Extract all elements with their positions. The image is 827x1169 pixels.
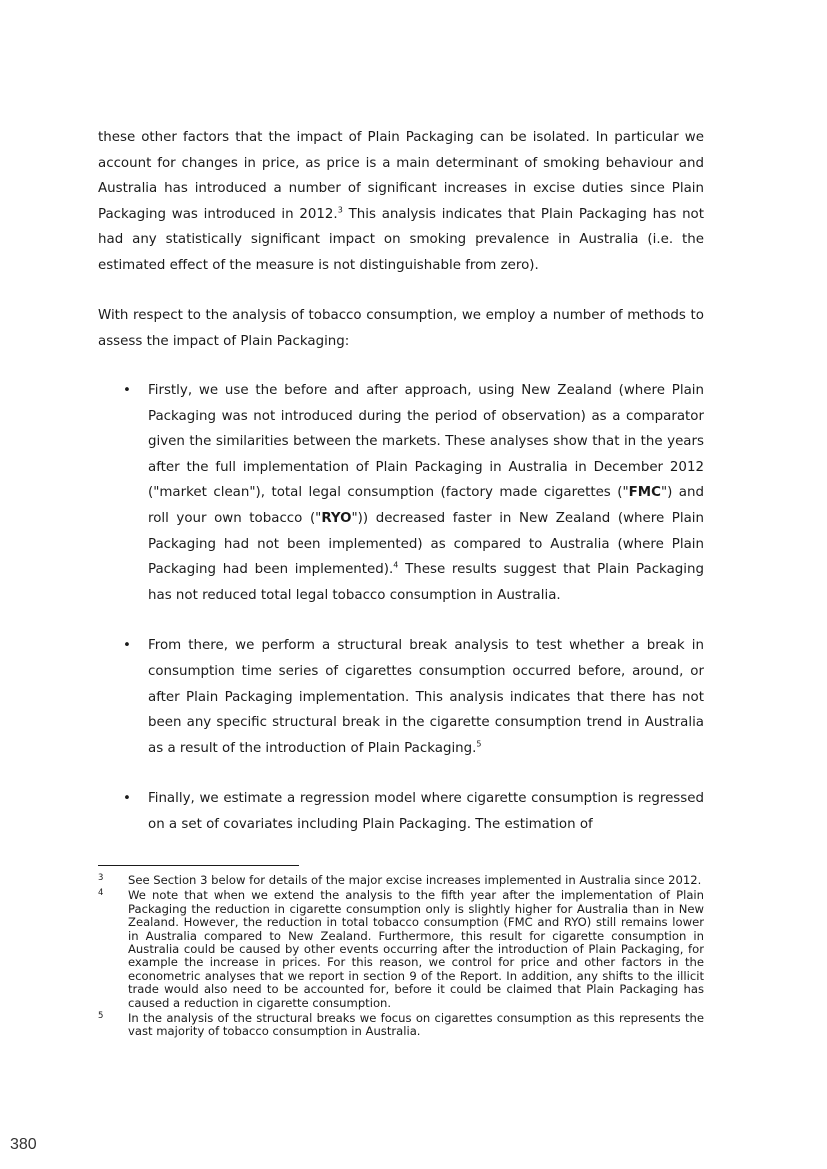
footnote-separator <box>98 865 299 866</box>
paragraph-price-analysis <box>98 125 704 279</box>
footnotes <box>98 874 704 1041</box>
list-item-before-after <box>98 378 704 608</box>
footnote-ref-4[interactable]: 4 <box>393 560 399 570</box>
footnote-4 <box>98 889 704 1010</box>
footnote-ref-5[interactable]: 5 <box>476 739 482 749</box>
bullet-text: Finally, we estimate a regression model where cigarette consumption is regressed on a set of covariates including Plain Packaging. The estimation of <box>148 791 704 832</box>
list-item-regression <box>98 786 704 837</box>
bullet-text: Firstly, we use the before and after approach, using New Zealand (where Plain Packaging was not introduced during the period of observation) as a comparator given the similarities between the markets. These analyses show that in the years after the full implementation of Plain Packaging in Australia in December 2012 ("market clean"), total legal consumption (factory made cigarettes (" <box>148 383 704 501</box>
page-number: 380 <box>10 1136 37 1153</box>
term-fmc: FMC <box>628 485 661 501</box>
footnote-number: 4 <box>98 888 104 899</box>
footnote-3 <box>98 874 704 887</box>
footnote-ref-3[interactable]: 3 <box>337 205 343 215</box>
term-ryo: RYO <box>321 510 352 526</box>
footnote-number: 3 <box>98 873 104 883</box>
paragraph-text-tail: This analysis indicates that Plain Packaging has not had any statistically significant impact on smoking prevalence in Australia (i.e. the estimated effect of the measure is not distinguishable from zero). <box>98 206 704 273</box>
footnote-number: 5 <box>98 1011 104 1022</box>
bullet-text: These results suggest that Plain Packaging has not reduced total legal tobacco consumption in Australia. <box>148 562 704 603</box>
footnote-5 <box>98 1012 704 1039</box>
list-item-structural-break <box>98 633 704 761</box>
bullet-icon: • <box>123 383 131 398</box>
footnote-text: In the analysis of the structural breaks we focus on cigarettes consumption as this represents the vast majority of tobacco consumption in Australia. <box>128 1011 704 1039</box>
bullet-text: ") and roll your own tobacco (" <box>148 485 704 526</box>
footnote-text: See Section 3 below for details of the major excise increases implemented in Australia since 2012. <box>128 873 702 887</box>
bullet-text: From there, we perform a structural break analysis to test whether a break in consumption time series of cigarettes consumption occurred before, around, or after Plain Packaging implementation. This analysis indicates that there has not been any specific structural break in the cigarette consumption trend in Australia as a result of the introduction of Plain Packaging. <box>148 638 704 756</box>
bullet-icon: • <box>123 791 131 807</box>
footnote-text: We note that when we extend the analysis to the fifth year after the implementation of Plain Packaging the reduction in cigarette consumption only is slightly higher for Australia than in New Zealand. However, the reduction in total tobacco consumption (FMC and RYO) still remains lower in Australia compared to New Zealand. Furthermore, this result for cigarette consumption in Australia could be caused by other events occurring after the introduction of Plain Packaging, for example the increase in prices. For this reason, we control for price and other factors in the econometric analyses that we report in section 9 of the Report. In addition, any shifts to the illicit trade would also need to be accounted for, before it could be claimed that Plain Packaging has caused a reduction in cigarette consumption. <box>128 888 704 1010</box>
paragraph-consumption-methods: With respect to the analysis of tobacco consumption, we employ a number of methods to assess the impact of Plain Packaging: <box>98 308 704 349</box>
bullet-text: ")) decreased faster in New Zealand (where Plain Packaging had not been implemented) as compared to Australia (where Plain Packaging had been implemented). <box>148 510 704 578</box>
methods-list <box>98 378 704 863</box>
bullet-icon: • <box>123 638 131 654</box>
paragraph-text: these other factors that the impact of Plain Packaging can be isolated. In particular we account for changes in price, as price is a main determinant of smoking behaviour and Australia has introduced a number of significant increases in excise duties since Plain Packaging was introduced in 2012. <box>98 130 704 222</box>
